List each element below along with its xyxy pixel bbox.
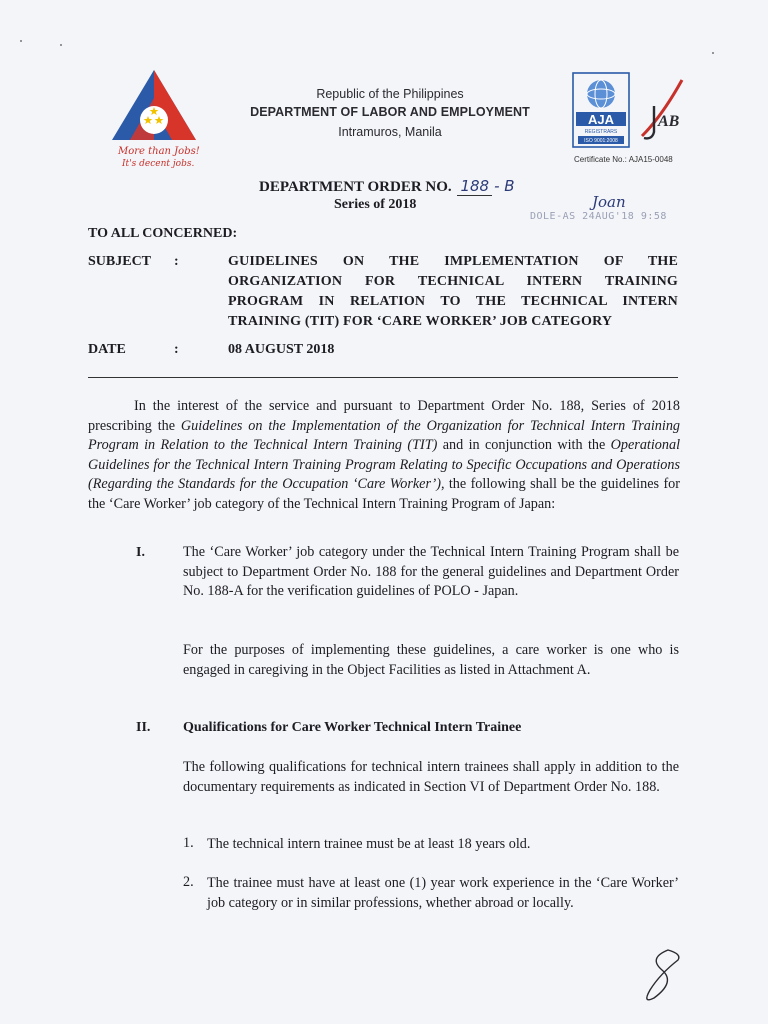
scan-speck [20,40,22,42]
section-2-heading: Qualifications for Care Worker Technical Intern Trainee [183,720,522,735]
list-item-1-number: 1. [183,835,194,851]
svg-text:It's decent jobs.: It's decent jobs. [122,159,195,169]
header-republic: Republic of the Philippines [316,87,464,101]
date-value: 08 AUGUST 2018 [228,342,335,357]
order-title [259,177,515,196]
section-1-paragraph-2: For the purposes of implementing these guidelines, a care worker is one who is engaged in caregiving in the Object Facilities as listed in Attachment A. [183,642,679,678]
list-item-2-number: 2. [183,874,194,890]
intro-guidelines-title: Guidelines on the Implementation of the Organization for Technical Intern Training Program in Relation to the Technical Intern Training (TIT) [88,417,681,454]
date-label: DATE [88,342,126,357]
order-series: Series of 2018 [334,197,417,212]
intro-text-c: , the following shall be the guidelines for the ‘Care Worker’ job category of the Technical Intern Training Program of Japan: [88,476,680,512]
aja-registrars-logo [572,72,630,148]
received-stamp: DOLE-AS 24AUG'18 9:58 [530,211,667,222]
certificate-number: Certificate No.: AJA15-0048 [574,155,673,164]
addressee: TO ALL CONCERNED: [88,226,238,241]
list-item-1-text: The technical intern trainee must be at least 18 years old. [207,836,531,852]
intro-text-a: In the interest of the service and pursuant to Department Order No. 188, Series of 2018 prescribing the [88,398,680,434]
subject-text: GUIDELINES ON THE IMPLEMENTATION OF THE ORGANIZATION FOR TECHNICAL INTERN TRAINING PROGRAM IN RELATION TO THE TECHNICAL INTERN TRAINING (TIT) FOR ‘CARE WORKER’ JOB CATEGORY [228,254,678,329]
jab-accreditation-logo [632,76,688,148]
intro-text-b: and in conjunction with the [437,437,611,454]
subject-label: SUBJECT [88,254,152,269]
list-item-2-text: The trainee must have at least one (1) year work experience in the ‘Care Worker’ job category or in similar professions, whether abroad or locally. [207,875,679,911]
svg-text:REGISTRARS: REGISTRARS [584,129,618,135]
section-1-number: I. [136,545,145,560]
subject-colon: : [174,254,179,269]
handwritten-initial [638,946,684,1006]
intro-paragraph [88,397,680,515]
svg-text:AJA: AJA [587,112,615,127]
section-1-paragraph-1: The ‘Care Worker’ job category under the Technical Intern Training Program shall be subject to Department Order No. 188 for the general guidelines and Department Order No. 188-A for the verification guidelines of POLO - Japan. [183,544,679,600]
order-suffix: - B [494,177,515,195]
dole-logo [112,68,212,174]
header-location: Intramuros, Manila [338,125,442,139]
header-department: DEPARTMENT OF LABOR AND EMPLOYMENT [250,105,530,119]
section-2-paragraph: The following qualifications for technical intern trainees shall apply in addition to the documentary requirements as indicated in Section VI of Department Order No. 188. [183,759,679,795]
header-divider [88,377,678,378]
svg-text:More than Jobs!: More than Jobs! [118,146,200,157]
section-2-number: II. [136,720,151,735]
scan-speck [60,44,62,46]
date-colon: : [174,342,179,357]
order-title-label: DEPARTMENT ORDER NO. [259,179,452,195]
svg-text:AB: AB [658,113,680,130]
svg-text:ISO 9001:2008: ISO 9001:2008 [584,138,618,144]
receiver-signature: Joan [592,193,626,211]
order-number-handwritten: 188 [457,177,492,196]
intro-operational-title: Operational Guidelines for the Technical Intern Training Program Relating to Specific Occupations and Operations (Regarding the Standards for the Occupation ‘Care Worker’) [88,437,681,493]
scan-speck [712,52,714,54]
